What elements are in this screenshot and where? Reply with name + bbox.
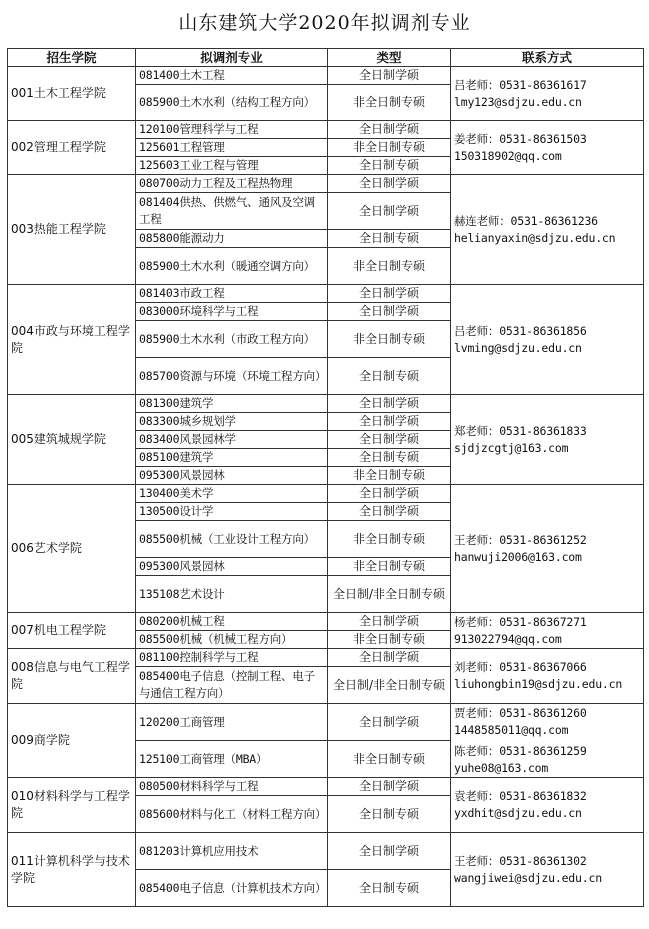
major-cell: 085900土木水利（结构工程方向） — [136, 85, 328, 121]
table-row — [8, 649, 644, 667]
type-cell: 非全日制专硕 — [328, 558, 451, 576]
type-cell: 全日制学硕 — [328, 485, 451, 503]
type-cell: 全日制学硕 — [328, 193, 451, 230]
major-cell: 085500机械（机械工程方向） — [136, 631, 328, 649]
contact-cell — [451, 121, 644, 175]
college-cell: 002管理工程学院 — [8, 121, 136, 175]
type-cell: 全日制学硕 — [328, 704, 451, 741]
header-type: 类型 — [328, 49, 451, 67]
major-cell: 120100管理科学与工程 — [136, 121, 328, 139]
type-cell: 全日制专硕 — [328, 358, 451, 395]
type-cell: 全日制学硕 — [328, 285, 451, 303]
college-cell: 001土木工程学院 — [8, 67, 136, 121]
major-cell: 130400美术学 — [136, 485, 328, 503]
major-cell: 081404供热、供燃气、通风及空调工程 — [136, 193, 328, 230]
major-cell: 083000环境科学与工程 — [136, 303, 328, 321]
college-cell: 003热能工程学院 — [8, 175, 136, 285]
major-cell: 135108艺术设计 — [136, 576, 328, 613]
contact-person: 陈老师：0531-86361259 — [454, 743, 587, 758]
major-cell: 080500材料科学与工程 — [136, 778, 328, 796]
college-cell: 006艺术学院 — [8, 485, 136, 613]
major-cell: 081300建筑学 — [136, 395, 328, 413]
type-cell: 全日制学硕 — [328, 413, 451, 431]
contact-person: 赫连老师：0531-86361236 — [454, 213, 598, 228]
table-row — [8, 121, 644, 139]
contact-email[interactable]: helianyaxin@sdjzu.edu.cn — [454, 230, 616, 245]
table-row — [8, 67, 644, 85]
contact-email[interactable]: yxdhit@sdjzu.edu.cn — [454, 806, 582, 820]
table-row — [8, 175, 644, 193]
major-cell: 120200工商管理 — [136, 704, 328, 741]
major-cell: 085400电子信息（计算机技术方向） — [136, 870, 328, 907]
contact-person: 姜老师：0531-86361503 — [454, 131, 587, 146]
contact-cell — [451, 778, 644, 833]
contact-person: 杨老师：0531-86367271 — [454, 614, 587, 629]
type-cell: 全日制/非全日制专硕 — [328, 667, 451, 704]
type-cell: 全日制学硕 — [328, 67, 451, 85]
contact-person: 吕老师：0531-86361856 — [454, 323, 587, 338]
major-cell: 081100控制科学与工程 — [136, 649, 328, 667]
contact-cell — [451, 833, 644, 907]
contact-person: 吕老师：0531-86361617 — [454, 77, 587, 92]
college-cell: 008信息与电气工程学院 — [8, 649, 136, 704]
contact-email[interactable]: hanwuji2006@163.com — [454, 549, 582, 564]
contact-cell — [451, 649, 644, 704]
college-cell: 007机电工程学院 — [8, 613, 136, 649]
major-cell: 085600材料与化工（材料工程方向） — [136, 796, 328, 833]
type-cell: 非全日制专硕 — [328, 741, 451, 778]
header-row — [8, 49, 644, 67]
type-cell: 全日制专硕 — [328, 157, 451, 175]
major-cell: 085100建筑学 — [136, 449, 328, 467]
table-row — [8, 613, 644, 631]
contact-email[interactable]: yuhe08@163.com — [454, 760, 549, 775]
contact-email[interactable]: 150318902@qq.com — [454, 148, 562, 163]
major-cell: 085900土木水利（市政工程方向） — [136, 321, 328, 358]
contact-cell — [451, 175, 644, 285]
contact-person: 刘老师：0531-86367066 — [454, 660, 587, 674]
major-cell: 085500机械（工业设计工程方向） — [136, 521, 328, 558]
college-cell: 009商学院 — [8, 704, 136, 778]
type-cell: 全日制学硕 — [328, 649, 451, 667]
table-row — [8, 833, 644, 870]
contact-email[interactable]: 1448585011@qq.com — [454, 722, 569, 737]
type-cell: 全日制学硕 — [328, 303, 451, 321]
major-cell: 083300城乡规划学 — [136, 413, 328, 431]
type-cell: 非全日制专硕 — [328, 248, 451, 285]
type-cell: 全日制学硕 — [328, 833, 451, 870]
contact-cell — [451, 67, 644, 121]
contact-cell — [451, 285, 644, 395]
table-row — [8, 704, 644, 741]
adjustment-table — [7, 48, 644, 907]
major-cell: 081403市政工程 — [136, 285, 328, 303]
type-cell: 非全日制专硕 — [328, 321, 451, 358]
type-cell: 非全日制专硕 — [328, 631, 451, 649]
major-cell: 125601工程管理 — [136, 139, 328, 157]
contact-email[interactable]: 913022794@qq.com — [454, 631, 562, 646]
type-cell: 全日制专硕 — [328, 796, 451, 833]
contact-cell — [451, 395, 644, 485]
college-cell: 004市政与环境工程学院 — [8, 285, 136, 395]
contact-person: 郑老师：0531-86361833 — [454, 423, 587, 438]
college-cell: 005建筑城规学院 — [8, 395, 136, 485]
contact-cell — [451, 704, 644, 778]
major-cell: 125100工商管理（MBA） — [136, 741, 328, 778]
header-major: 拟调剂专业 — [136, 49, 328, 67]
table-row — [8, 285, 644, 303]
contact-person: 袁老师：0531-86361832 — [454, 789, 587, 803]
major-cell: 081400土木工程 — [136, 67, 328, 85]
contact-email[interactable]: liuhongbin19@sdjzu.edu.cn — [454, 677, 623, 691]
page-title: 山东建筑大学2020年拟调剂专业 — [178, 12, 471, 34]
type-cell: 非全日制专硕 — [328, 521, 451, 558]
type-cell: 全日制专硕 — [328, 870, 451, 907]
college-cell: 011计算机科学与技术学院 — [8, 833, 136, 907]
header-college: 招生学院 — [8, 49, 136, 67]
type-cell: 全日制学硕 — [328, 175, 451, 193]
type-cell: 全日制学硕 — [328, 503, 451, 521]
major-cell: 125603工业工程与管理 — [136, 157, 328, 175]
type-cell: 非全日制专硕 — [328, 139, 451, 157]
major-cell: 081203计算机应用技术 — [136, 833, 328, 870]
major-cell: 080200机械工程 — [136, 613, 328, 631]
major-cell: 095300风景园林 — [136, 467, 328, 485]
major-cell: 083400风景园林学 — [136, 431, 328, 449]
contact-email[interactable]: wangjiwei@sdjzu.edu.cn — [454, 870, 602, 885]
type-cell: 非全日制专硕 — [328, 85, 451, 121]
college-cell: 010材料科学与工程学院 — [8, 778, 136, 833]
type-cell: 全日制专硕 — [328, 449, 451, 467]
contact-email[interactable]: sjdjzcgtj@163.com — [454, 440, 569, 455]
type-cell: 全日制学硕 — [328, 121, 451, 139]
contact-cell — [451, 613, 644, 649]
major-cell: 085400电子信息（控制工程、电子与通信工程方向） — [136, 667, 328, 704]
contact-person: 贾老师：0531-86361260 — [454, 705, 587, 720]
major-cell: 130500设计学 — [136, 503, 328, 521]
major-cell: 095300风景园林 — [136, 558, 328, 576]
contact-cell — [451, 485, 644, 613]
major-cell: 080700动力工程及工程热物理 — [136, 175, 328, 193]
type-cell: 全日制/非全日制专硕 — [328, 576, 451, 613]
type-cell: 全日制学硕 — [328, 395, 451, 413]
contact-email[interactable]: lvming@sdjzu.edu.cn — [454, 340, 582, 355]
major-cell: 085900土木水利（暖通空调方向） — [136, 248, 328, 285]
type-cell: 全日制学硕 — [328, 613, 451, 631]
type-cell: 全日制学硕 — [328, 431, 451, 449]
table-row — [8, 778, 644, 796]
table-row — [8, 395, 644, 413]
table-body — [8, 67, 644, 907]
header-contact: 联系方式 — [451, 49, 644, 67]
contact-email[interactable]: lmy123@sdjzu.edu.cn — [454, 94, 582, 109]
table-row — [8, 485, 644, 503]
contact-person: 王老师：0531-86361252 — [454, 532, 587, 547]
major-cell: 085700资源与环境（环境工程方向） — [136, 358, 328, 395]
type-cell: 非全日制专硕 — [328, 467, 451, 485]
major-cell: 085800能源动力 — [136, 230, 328, 248]
contact-person: 王老师：0531-86361302 — [454, 853, 587, 868]
type-cell: 全日制专硕 — [328, 230, 451, 248]
type-cell: 全日制学硕 — [328, 778, 451, 796]
